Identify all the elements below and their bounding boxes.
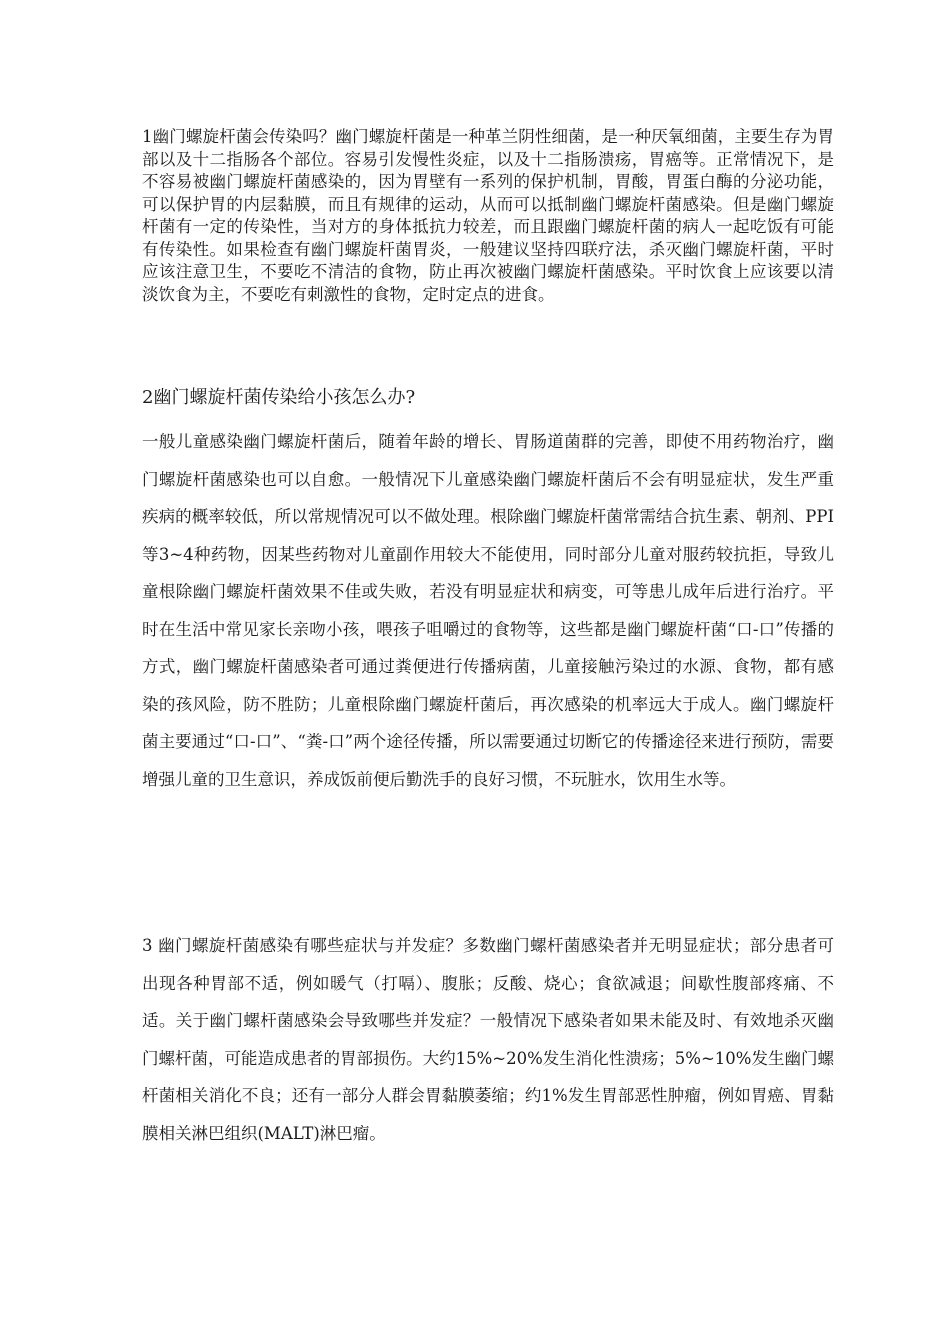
paragraph-contagion: 1幽门螺旋杆菌会传染吗？幽门螺旋杆菌是一种革兰阴性细菌，是一种厌氧细菌，主要生存为胃部以及十二指肠各个部位。容易引发慢性炎症，以及十二指肠溃疡，胃癌等。正常情况下，是不容易被幽门螺旋杆菌感染的，因为胃壁有一系列的保护机制，胃酸，胃蛋白酶的分泌功能，可以保护胃的内层黏膜，而且有规律的运动，从而可以抵制幽门螺旋杆菌感染。但是幽门螺旋杆菌有一定的传染性，当对方的身体抵抗力较差，而且跟幽门螺旋杆菌的病人一起吃饭有可能有传染性。如果检查有幽门螺旋杆菌胃炎，一般建议坚持四联疗法，杀灭幽门螺旋杆菌，平时应该注意卫生，不要吃不清洁的食物，防止再次被幽门螺旋杆菌感染。平时饮食上应该要以清淡饮食为主，不要吃有刺激性的食物，定时定点的进食。 bbox=[142, 127, 834, 304]
section-heading-children: 2幽门螺旋杆菌传染给小孩怎么办? bbox=[142, 387, 416, 408]
paragraph-children: 一般儿童感染幽门螺旋杆菌后，随着年龄的增长、胃肠道菌群的完善，即使不用药物治疗，幽门螺旋杆菌感染也可以自愈。一般情况下儿童感染幽门螺旋杆菌后不会有明显症状，发生严重疾病的概率较低，所以常规情况可以不做处理。根除幽门螺旋杆菌常需结合抗生素、朝剂、PPI等3~4种药物，因某些药物对儿童副作用较大不能使用，同时部分儿童对服药较抗拒，导致儿童根除幽门螺旋杆菌效果不佳或失败，若没有明显症状和病变，可等患儿成年后进行治疗。平时在生活中常见家长亲吻小孩，喂孩子咀嚼过的食物等，这些都是幽门螺旋杆菌“口-口”传播的方式，幽门螺旋杆菌感染者可通过粪便进行传播病菌，儿童接触污染过的水源、食物，都有感染的孩风险，防不胜防；儿童根除幽门螺旋杆菌后，再次感染的机率远大于成人。幽门螺旋杆菌主要通过“口-口”、“粪-口”两个途径传播，所以需要通过切断它的传播途径来进行预防，需要增强儿童的卫生意识，养成饭前便后勤洗手的良好习惯，不玩脏水，饮用生水等。 bbox=[142, 432, 834, 789]
paragraph-symptoms: 3 幽门螺旋杆菌感染有哪些症状与并发症？多数幽门螺杆菌感染者并无明显症状；部分患者可出现各种胃部不适，例如暖气（打嗝）、腹胀；反酸、烧心；食欲减退；间歇性腹部疼痛、不适。关于幽门螺杆菌感染会导致哪些并发症？一般情况下感染者如果未能及时、有效地杀灭幽门螺杆菌，可能造成患者的胃部损伤。大约15%~20%发生消化性溃疡；5%~10%发生幽门螺杆菌相关消化不良；还有一部分人群会胃黏膜萎缩；约1%发生胃部恶性肿瘤，例如胃癌、胃黏膜相关淋巴组织(MALT)淋巴瘤。 bbox=[142, 936, 834, 1143]
